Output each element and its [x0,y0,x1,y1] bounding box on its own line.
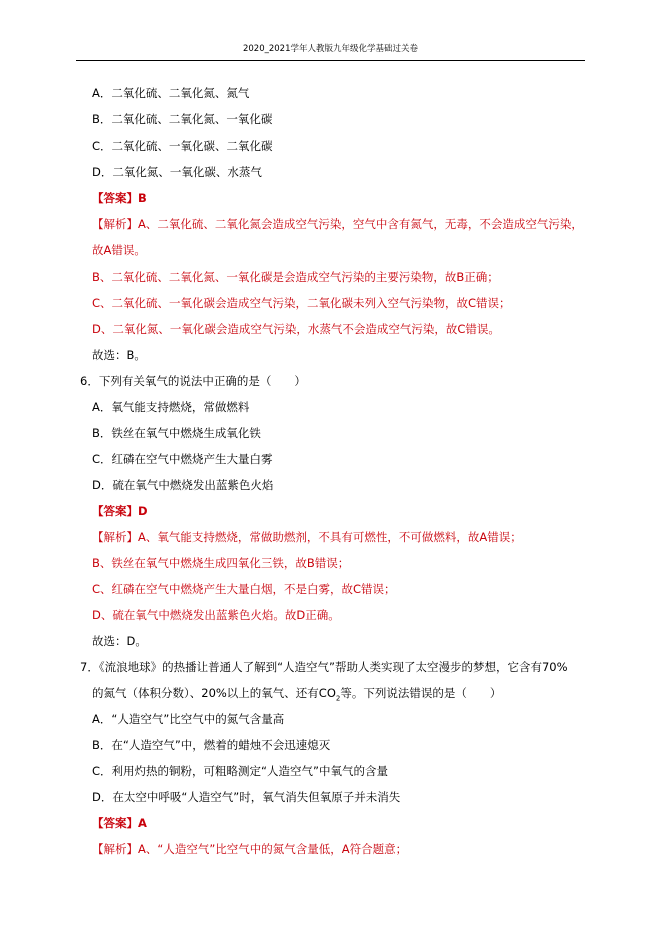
header-divider [76,60,585,61]
q5-option-a: A．二氧化硫、二氧化氮、氮气 [92,86,250,100]
q6-answer: 【答案】D [92,504,148,518]
q5-answer: 【答案】B [92,191,147,205]
q6-option-d: D．硫在氧气中燃烧发出蓝紫色火焰 [92,478,274,492]
q7-option-b: B．在“人造空气”中，燃着的蜡烛不会迅速熄灭 [92,738,331,752]
q5-analysis-line: 【解析】A、二氧化硫、二氧化氮会造成空气污染，空气中含有氮气，无毒，不会造成空气污染， [92,217,583,231]
q6-analysis-line: D、硫在氧气中燃烧发出蓝紫色火焰。故D正确。 [92,608,340,622]
q5-option-d: D．二氧化氮、一氧化碳、水蒸气 [92,165,262,179]
q6-analysis-line: C、红磷在空气中燃烧产生大量白烟，不是白雾，故C错误； [92,582,396,596]
q6-analysis-line: 【解析】A、氧气能支持燃烧，常做助燃剂，不具有可燃性，不可做燃料，故A错误； [92,530,522,544]
page-header: 2020_2021学年人教版九年级化学基础过关卷 [242,44,418,54]
q7-stem-line-2-post: 等。下列说法错误的是（ ） [340,686,502,700]
q6-option-c: C．红磷在空气中燃烧产生大量白雾 [92,452,273,466]
q7-option-d: D．在太空中呼吸“人造空气”时，氧气消失但氧原子并未消失 [92,790,401,804]
q5-option-c: C．二氧化硫、一氧化碳、二氧化碳 [92,139,273,153]
q5-analysis-line: 故A错误。 [92,243,146,257]
q5-option-b: B．二氧化硫、二氧化氮、一氧化碳 [92,112,273,126]
q7-analysis-line: 【解析】A、“人造空气”比空气中的氮气含量低，A符合题意； [92,842,408,856]
q6-conclusion: 故选：D。 [92,634,147,648]
q6-stem: 6．下列有关氧气的说法中正确的是（ ） [80,374,306,388]
q7-stem-line-1: 7．《流浪地球》的热播让普通人了解到“人造空气”帮助人类实现了太空漫步的梦想，它含有70% [80,660,568,674]
co2-subscript: 2 [335,694,341,703]
q5-analysis-line: B、二氧化硫、二氧化氮、一氧化碳是会造成空气污染的主要污染物，故B正确； [92,270,499,284]
q6-analysis-line: B、铁丝在氧气中燃烧生成四氧化三铁，故B错误； [92,556,350,570]
q5-analysis-line: D、二氧化氮、一氧化碳会造成空气污染，水蒸气不会造成空气污染，故C错误。 [92,322,500,336]
q7-answer: 【答案】A [92,816,147,830]
q7-option-a: A．“人造空气”比空气中的氮气含量高 [92,712,285,726]
q7-stem-line-2-pre: 的氮气（体积分数）、20%以上的氧气、还有CO [92,686,336,700]
q6-option-a: A．氧气能支持燃烧，常做燃料 [92,400,250,414]
q7-option-c: C．利用灼热的铜粉，可粗略测定“人造空气”中氧气的含量 [92,764,388,778]
q7-stem-line-2 [92,686,502,703]
q5-analysis-line: C、二氧化硫、一氧化碳会造成空气污染，二氧化碳未列入空气污染物，故C错误； [92,296,511,310]
q6-option-b: B．铁丝在氧气中燃烧生成氧化铁 [92,426,261,440]
q5-conclusion: 故选：B。 [92,348,146,362]
